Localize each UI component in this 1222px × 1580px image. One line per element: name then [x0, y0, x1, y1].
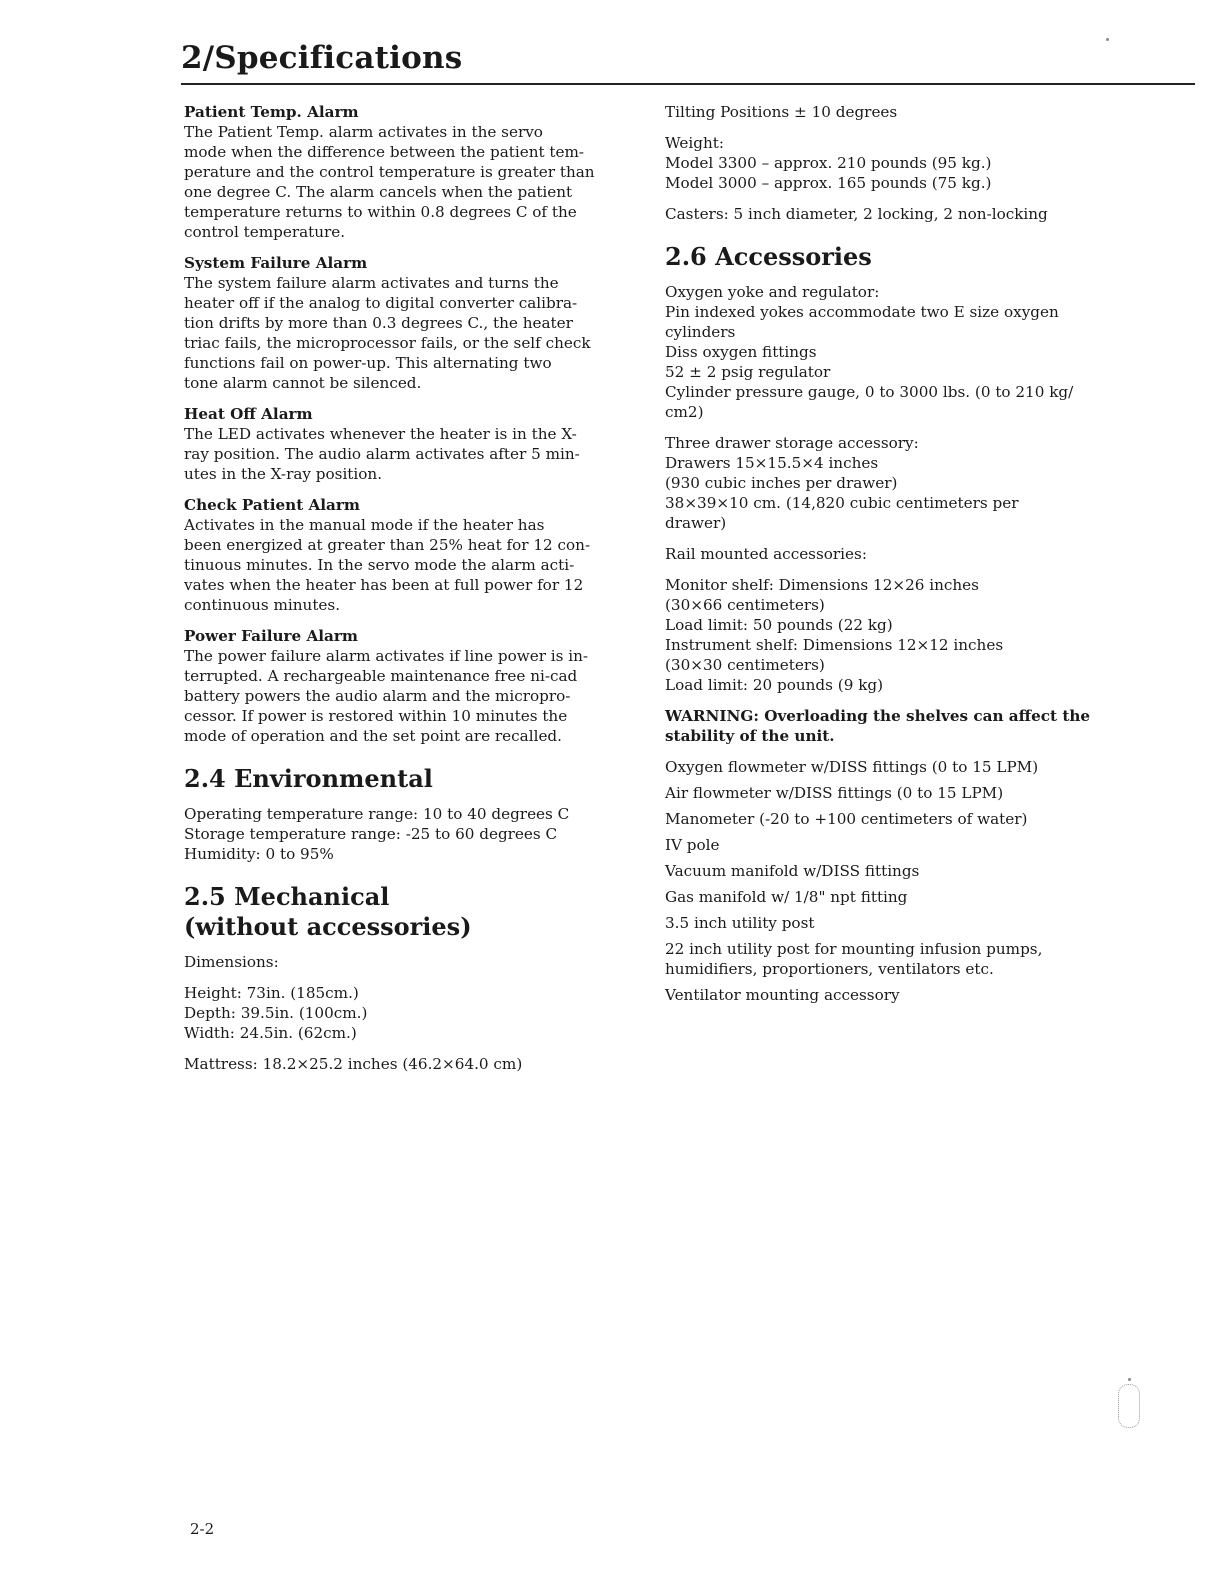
text-line: cessor. If power is restored within 10 minutes the [184, 707, 568, 725]
accessories-heading: 2.6 Accessories [665, 242, 872, 271]
mechanical-heading [184, 882, 636, 942]
power-failure-alarm-section [184, 626, 636, 746]
scan-speck [1106, 38, 1109, 41]
scan-mark [1118, 1384, 1140, 1428]
text-line: utes in the X-ray position. [184, 465, 383, 483]
check-patient-alarm-section [184, 495, 636, 615]
accessory-item: Ventilator mounting accessory [665, 986, 900, 1004]
text-line: triac fails, the microprocessor fails, or the self check [184, 334, 591, 352]
mechanical-heading-line: (without accessories) [184, 912, 472, 941]
accessory-item: 3.5 inch utility post [665, 914, 815, 932]
text-line: cm2) [665, 403, 704, 421]
text-line: The system failure alarm activates and turns the [184, 274, 559, 292]
environmental-heading: 2.4 Environmental [184, 764, 433, 793]
text-line: vates when the heater has been at full power for 12 [184, 576, 584, 594]
patient-temp-alarm-section [184, 102, 636, 242]
text-line: The LED activates whenever the heater is in the X- [184, 425, 577, 443]
text-line: Depth: 39.5in. (100cm.) [184, 1004, 368, 1022]
oxygen-yoke-text [665, 282, 1115, 422]
text-line: (930 cubic inches per drawer) [665, 474, 898, 492]
patient-temp-alarm-heading: Patient Temp. Alarm [184, 103, 359, 121]
power-failure-alarm-heading: Power Failure Alarm [184, 627, 358, 645]
text-line: (30×66 centimeters) [665, 596, 825, 614]
system-failure-alarm-text [184, 273, 636, 393]
text-line: battery powers the audio alarm and the micropro- [184, 687, 571, 705]
text-line: 38×39×10 cm. (14,820 cubic centimeters per [665, 494, 1019, 512]
text-line: tion drifts by more than 0.3 degrees C., the heater [184, 314, 573, 332]
text-line: Drawers 15×15.5×4 inches [665, 454, 879, 472]
accessory-item: Oxygen flowmeter w/DISS fittings (0 to 15 LPM) [665, 758, 1039, 776]
patient-temp-alarm-text [184, 122, 636, 242]
mattress-text: Mattress: 18.2×25.2 inches (46.2×64.0 cm) [184, 1055, 523, 1073]
check-patient-alarm-heading: Check Patient Alarm [184, 496, 360, 514]
text-line: mode of operation and the set point are recalled. [184, 727, 562, 745]
text-line: temperature returns to within 0.8 degrees C of the [184, 203, 577, 221]
casters-text: Casters: 5 inch diameter, 2 locking, 2 non-locking [665, 205, 1048, 223]
text-line: Three drawer storage accessory: [665, 434, 919, 452]
text-line: The Patient Temp. alarm activates in the servo [184, 123, 543, 141]
accessory-item: Vacuum manifold w/DISS fittings [665, 862, 920, 880]
text-line: cylinders [665, 323, 736, 341]
rail-accessories-label: Rail mounted accessories: [665, 545, 867, 563]
text-line: perature and the control temperature is greater than [184, 163, 595, 181]
accessory-item: Gas manifold w/ 1/8" npt fitting [665, 888, 908, 906]
text-line: Load limit: 20 pounds (9 kg) [665, 676, 884, 694]
title-rule [181, 83, 1195, 85]
text-line: functions fail on power-up. This alternating two [184, 354, 552, 372]
text-line: The power failure alarm activates if line power is in- [184, 647, 589, 665]
text-line: Instrument shelf: Dimensions 12×12 inches [665, 636, 1004, 654]
text-line: one degree C. The alarm cancels when the patient [184, 183, 573, 201]
heat-off-alarm-section [184, 404, 636, 484]
text-line: Activates in the manual mode if the heater has [184, 516, 545, 534]
shelves-text [665, 575, 1115, 695]
dimensions-text [184, 983, 636, 1043]
accessory-item: Air flowmeter w/DISS fittings (0 to 15 LPM) [665, 784, 1004, 802]
text-line: Cylinder pressure gauge, 0 to 3000 lbs. (0 to 210 kg/ [665, 383, 1074, 401]
text-line: (30×30 centimeters) [665, 656, 825, 674]
text-line: been energized at greater than 25% heat for 12 con- [184, 536, 591, 554]
text-line: tone alarm cannot be silenced. [184, 374, 422, 392]
text-line: Model 3000 – approx. 165 pounds (75 kg.) [665, 174, 992, 192]
check-patient-alarm-text [184, 515, 636, 615]
scan-speck [1128, 1378, 1131, 1381]
drawer-storage-text [665, 433, 1115, 533]
system-failure-alarm-heading: System Failure Alarm [184, 254, 368, 272]
warning-line: WARNING: Overloading the shelves can affect the [665, 707, 1091, 725]
warning-text [665, 706, 1115, 746]
heat-off-alarm-text [184, 424, 636, 484]
accessory-item-utility-post [665, 939, 1115, 979]
text-line: Monitor shelf: Dimensions 12×26 inches [665, 576, 979, 594]
accessory-item: IV pole [665, 836, 720, 854]
text-line: Oxygen yoke and regulator: [665, 283, 880, 301]
text-line: control temperature. [184, 223, 346, 241]
text-line: mode when the difference between the patient tem- [184, 143, 585, 161]
text-line: Storage temperature range: -25 to 60 degrees C [184, 825, 558, 843]
text-line: 22 inch utility post for mounting infusion pumps, [665, 940, 1043, 958]
text-line: drawer) [665, 514, 727, 532]
text-line: Diss oxygen fittings [665, 343, 817, 361]
system-failure-alarm-section [184, 253, 636, 393]
text-line: 52 ± 2 psig regulator [665, 363, 831, 381]
weight-text [665, 133, 1115, 193]
text-line: tinuous minutes. In the servo mode the alarm acti- [184, 556, 575, 574]
right-column [665, 102, 1115, 1011]
environmental-text [184, 804, 636, 864]
text-line: Humidity: 0 to 95% [184, 845, 334, 863]
page-title: 2/Specifications [181, 40, 463, 76]
text-line: Width: 24.5in. (62cm.) [184, 1024, 357, 1042]
text-line: humidifiers, proportioners, ventilators etc. [665, 960, 994, 978]
text-line: Operating temperature range: 10 to 40 degrees C [184, 805, 570, 823]
warning-line: stability of the unit. [665, 727, 835, 745]
page-number: 2-2 [190, 1520, 215, 1538]
left-column [184, 102, 636, 1085]
mechanical-heading-line: 2.5 Mechanical [184, 882, 390, 911]
text-line: ray position. The audio alarm activates after 5 min- [184, 445, 580, 463]
weight-label: Weight: [665, 134, 724, 152]
text-line: Height: 73in. (185cm.) [184, 984, 359, 1002]
text-line: heater off if the analog to digital converter calibra- [184, 294, 578, 312]
heat-off-alarm-heading: Heat Off Alarm [184, 405, 313, 423]
accessory-item: Manometer (-20 to +100 centimeters of water) [665, 810, 1028, 828]
dimensions-label: Dimensions: [184, 953, 279, 971]
text-line: terrupted. A rechargeable maintenance free ni-cad [184, 667, 578, 685]
text-line: Pin indexed yokes accommodate two E size oxygen [665, 303, 1059, 321]
text-line: continuous minutes. [184, 596, 341, 614]
power-failure-alarm-text [184, 646, 636, 746]
tilting-text: Tilting Positions ± 10 degrees [665, 103, 898, 121]
text-line: Load limit: 50 pounds (22 kg) [665, 616, 893, 634]
text-line: Model 3300 – approx. 210 pounds (95 kg.) [665, 154, 992, 172]
